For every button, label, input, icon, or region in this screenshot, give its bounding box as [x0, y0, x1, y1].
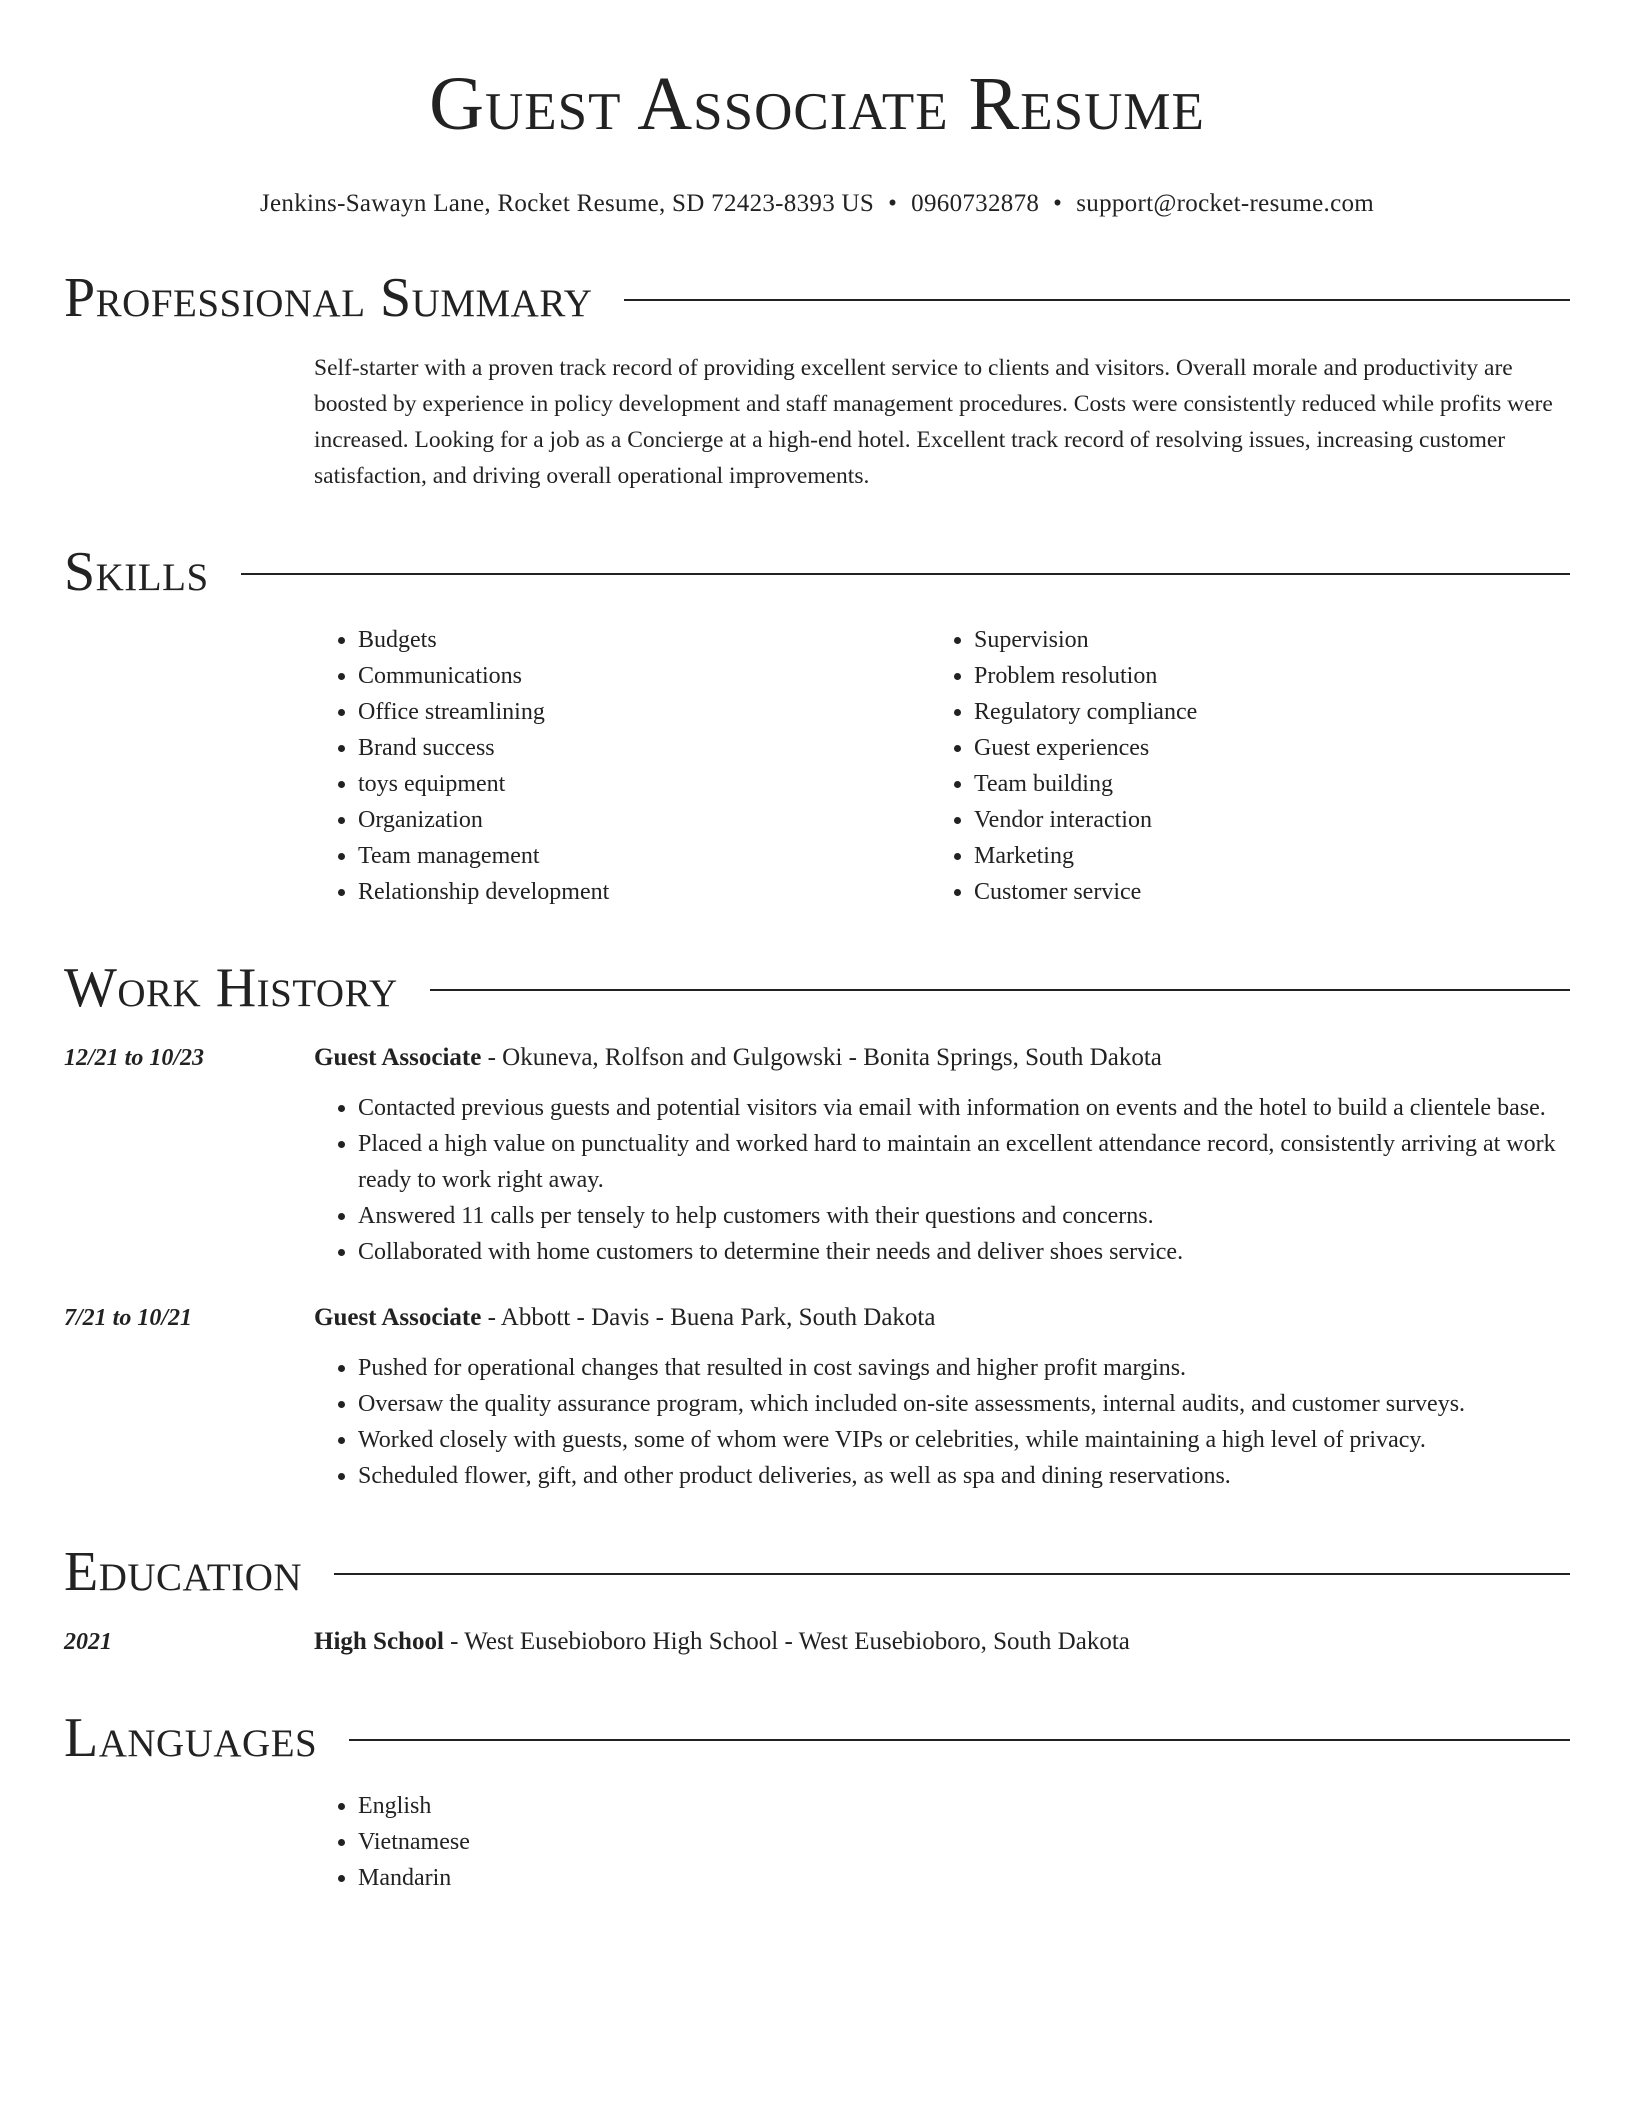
- summary-text: Self-starter with a proven track record of providing excellent service to clients and visitors. Overall morale and productivity are boosted by experience in policy development and staff management procedures. Costs were consistently reduced while profits were increased. Looking for a job as a Concierge at a high-end hotel. Excellent track record of resolving issues, increasing customer satisfaction, and driving overall operational improvements.: [314, 355, 1553, 489]
- job-heading: [314, 1040, 1570, 1076]
- section-header-languages: [64, 1706, 1570, 1770]
- language-item: • Mandarin: [358, 1860, 1570, 1896]
- job-heading: [314, 1300, 1570, 1336]
- skill-item: • Marketing: [974, 838, 1546, 874]
- skill-item: • Organization: [358, 802, 930, 838]
- languages-items: [314, 1788, 1570, 1896]
- skill-item: • Vendor interaction: [974, 802, 1546, 838]
- job-bullet: • Placed a high value on punctuality and worked hard to maintain an excellent attendance record, consistently arriving at work ready to work right away.: [358, 1126, 1570, 1198]
- skill-item: • Communications: [358, 658, 930, 694]
- job-title: Guest Associate: [314, 1304, 482, 1331]
- education-degree: High School: [314, 1628, 444, 1655]
- language-item: • Vietnamese: [358, 1824, 1570, 1860]
- section-title-languages: Languages: [64, 1707, 318, 1769]
- education-heading: [314, 1624, 1570, 1660]
- job-bullets: [314, 1090, 1570, 1270]
- job-bullet: • Oversaw the quality assurance program, which included on-site assessments, internal audits, and customer surveys.: [358, 1386, 1570, 1422]
- skills-column-right: [930, 622, 1546, 910]
- contact-address: Jenkins-Sawayn Lane, Rocket Resume, SD 72423-8393 US: [259, 190, 875, 217]
- section-divider: [349, 1739, 1570, 1741]
- contact-email: support@rocket-resume.com: [1076, 190, 1375, 217]
- job-employer: - Okuneva, Rolfson and Gulgowski - Bonita Springs, South Dakota: [481, 1044, 1162, 1071]
- job-bullet: • Answered 11 calls per tensely to help customers with their questions and concerns.: [358, 1198, 1570, 1234]
- section-title-summary: Professional Summary: [64, 267, 593, 329]
- skill-item: • Relationship development: [358, 874, 930, 910]
- job-entry: [64, 1300, 1570, 1494]
- skill-item: • Office streamlining: [358, 694, 930, 730]
- language-item: • English: [358, 1788, 1570, 1824]
- job-bullets: [314, 1350, 1570, 1494]
- job-title: Guest Associate: [314, 1044, 482, 1071]
- contact-phone: 0960732878: [911, 190, 1040, 217]
- job-entry: [64, 1040, 1570, 1270]
- section-title-work: Work History: [64, 957, 398, 1019]
- job-bullet: • Scheduled flower, gift, and other product deliveries, as well as spa and dining reservations.: [358, 1458, 1570, 1494]
- job-detail: [314, 1040, 1570, 1270]
- section-divider: [430, 989, 1570, 991]
- skills-list: [314, 622, 1570, 910]
- job-bullet: • Pushed for operational changes that resulted in cost savings and higher profit margins.: [358, 1350, 1570, 1386]
- section-header-education: [64, 1540, 1570, 1604]
- job-employer: - Abbott - Davis - Buena Park, South Dakota: [481, 1304, 936, 1331]
- bullet-separator: •: [1053, 190, 1063, 217]
- contact-line: [64, 188, 1570, 220]
- section-header-summary: [64, 266, 1570, 330]
- education-detail: [314, 1624, 1570, 1660]
- job-bullet: • Contacted previous guests and potential visitors via email with information on events and the hotel to build a clientele base.: [358, 1090, 1570, 1126]
- education-entry: [64, 1624, 1570, 1660]
- skill-item: • Problem resolution: [974, 658, 1546, 694]
- resume-title: Guest Associate Resume: [429, 62, 1205, 146]
- job-detail: [314, 1300, 1570, 1494]
- section-header-skills: [64, 540, 1570, 604]
- skill-item: • Supervision: [974, 622, 1546, 658]
- section-title-skills: Skills: [64, 541, 209, 603]
- skill-item: • Regulatory compliance: [974, 694, 1546, 730]
- job-bullet: • Worked closely with guests, some of whom were VIPs or celebrities, while maintaining a high level of privacy.: [358, 1422, 1570, 1458]
- skill-item: • Team building: [974, 766, 1546, 802]
- skills-column-left: [314, 622, 930, 910]
- education-year: 2021: [64, 1629, 112, 1655]
- education-school: - West Eusebioboro High School - West Eusebioboro, South Dakota: [443, 1628, 1130, 1655]
- skill-item: • Team management: [358, 838, 930, 874]
- section-title-education: Education: [64, 1541, 303, 1603]
- languages-list: [314, 1788, 1570, 1896]
- skill-item: • Customer service: [974, 874, 1546, 910]
- job-bullet: • Collaborated with home customers to determine their needs and deliver shoes service.: [358, 1234, 1570, 1270]
- bullet-separator: •: [888, 190, 898, 217]
- job-dates: 7/21 to 10/21: [64, 1305, 193, 1331]
- section-divider: [624, 299, 1570, 301]
- skill-item: • Brand success: [358, 730, 930, 766]
- section-header-work: [64, 956, 1570, 1020]
- skill-item: • Budgets: [358, 622, 930, 658]
- job-dates: 12/21 to 10/23: [64, 1045, 205, 1071]
- skill-item: • Guest experiences: [974, 730, 1546, 766]
- section-divider: [334, 1573, 1570, 1575]
- skill-item: • toys equipment: [358, 766, 930, 802]
- section-divider: [241, 573, 1570, 575]
